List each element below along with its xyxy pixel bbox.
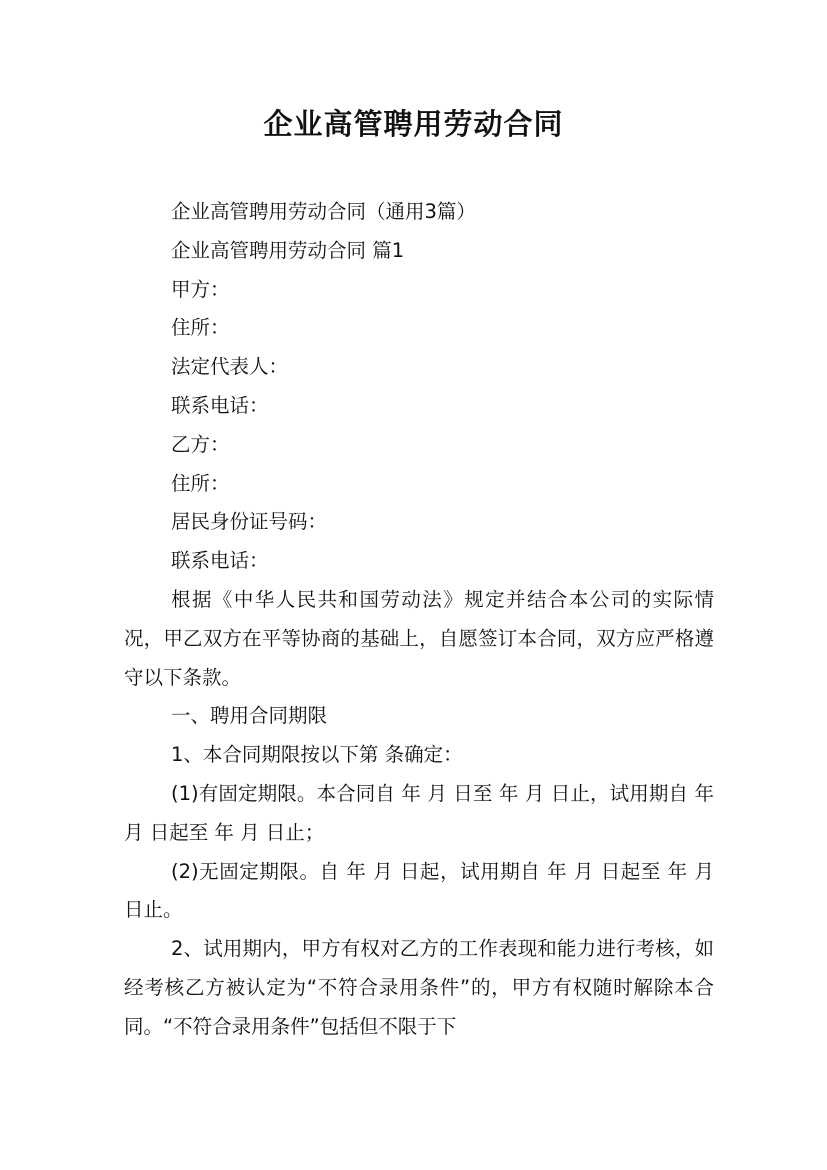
id-number-label: 居民身份证号码：	[171, 510, 328, 534]
clause-1: 1、本合同期限按以下第 条确定：	[171, 743, 463, 767]
legal-representative-label: 法定代表人：	[171, 355, 289, 379]
party-b-phone-label: 联系电话：	[171, 549, 269, 573]
clause-2: 2、试用期内，甲方有权对乙方的工作表现和能力进行考核，如经考核乙方被认定为“不符合录用条件”的，甲方有权随时解除本合同。“不符合录用条件”包括但不限于下	[124, 937, 714, 1038]
clause-1-fixed-term: (1)有固定期限。本合同自 年 月 日至 年 月 日止，试用期自 年 月 日起至 年 月 日止；	[124, 781, 714, 844]
document-body	[124, 193, 714, 1047]
party-b-address-label: 住所：	[171, 471, 230, 495]
section-heading-term: 一、聘用合同期限	[171, 704, 328, 728]
document-title: 企业高管聘用劳动合同	[263, 107, 564, 141]
party-a-label: 甲方：	[171, 277, 230, 301]
clause-1-open-term: (2)无固定期限。自 年 月 日起，试用期自 年 月 日起至 年 月 日止。	[124, 859, 714, 922]
party-b-label: 乙方：	[171, 432, 230, 456]
party-a-phone-label: 联系电话：	[171, 393, 269, 417]
paragraph-heading-collection: 企业高管聘用劳动合同（通用3篇）	[171, 200, 476, 223]
paragraph-heading-part1: 企业高管聘用劳动合同 篇1	[171, 238, 405, 262]
paragraph-preamble: 根据《中华人民共和国劳动法》规定并结合本公司的实际情况，甲乙双方在平等协商的基础上，自愿签订本合同，双方应严格遵守以下条款。	[124, 587, 714, 689]
party-a-address-label: 住所：	[171, 316, 230, 340]
